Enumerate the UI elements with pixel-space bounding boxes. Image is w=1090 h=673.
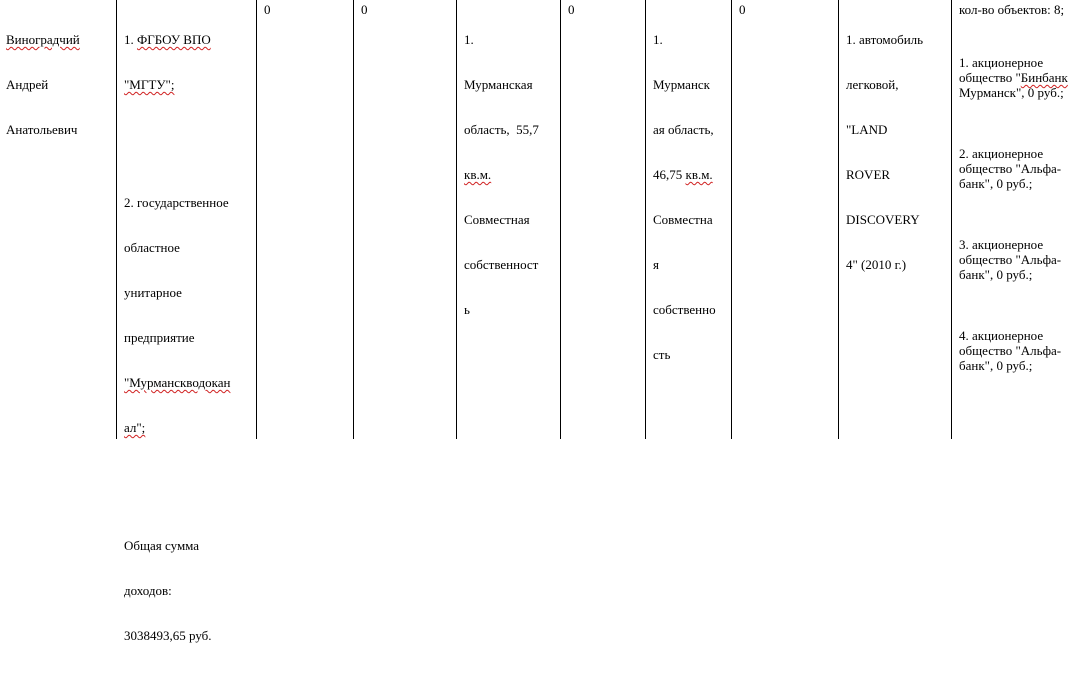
account-3-line-2: общество "Альфа- <box>959 252 1062 267</box>
person-patronymic: Анатольевич <box>6 122 78 137</box>
realty-2-line-3: ая область, <box>653 122 714 137</box>
income-item-2-line-4: предприятие <box>124 330 195 345</box>
accounts-cell <box>959 2 1090 373</box>
income-item-2-line-2: областное <box>124 240 180 255</box>
income-total-line-3: 3038493,65 руб. <box>124 628 212 643</box>
realty-1-line-2: Мурманская <box>464 77 533 92</box>
realty-2-line-1: 1. <box>653 32 663 47</box>
realty-1-line-5: Совместная <box>464 212 530 227</box>
realty-1-line-7: ь <box>464 302 470 317</box>
realty-1-line-1: 1. <box>464 32 474 47</box>
realty-2-line-8: сть <box>653 347 671 362</box>
account-2-line-3: банк", 0 руб.; <box>959 176 1033 191</box>
account-4-line-2: общество "Альфа- <box>959 343 1062 358</box>
income-cell <box>124 2 254 673</box>
realty-2-line-5: Совместна <box>653 212 713 227</box>
income-item-2-line-5: "Мурманскводокан <box>124 375 231 390</box>
person-surname: Виноградчий <box>6 32 80 47</box>
column-border-6 <box>560 0 561 439</box>
vehicle-line-6: 4" (2010 г.) <box>846 257 907 272</box>
col4-value: 0 <box>361 2 368 17</box>
realty-1-area-unit: кв.м. <box>464 167 492 182</box>
col3-value: 0 <box>264 2 271 17</box>
realty-2-line-7: собственно <box>653 302 716 317</box>
income-item-1-line-2: "МГТУ"; <box>124 77 175 92</box>
realty-1-cell <box>464 2 558 347</box>
account-3-line-1: 3. акционерное <box>959 237 1044 252</box>
account-2-line-2: общество "Альфа- <box>959 161 1062 176</box>
account-3-line-3: банк", 0 руб.; <box>959 267 1033 282</box>
vehicle-line-5: DISCOVERY <box>846 212 920 227</box>
account-2-line-1: 2. акционерное <box>959 146 1044 161</box>
vehicle-cell <box>846 2 950 302</box>
income-total-line-1: Общая сумма <box>124 538 200 553</box>
realty-1-line-6: собственност <box>464 257 539 272</box>
vehicle-line-3: "LAND <box>846 122 888 137</box>
column-border-10 <box>951 0 952 439</box>
col6-value: 0 <box>568 2 575 17</box>
person-first-name: Андрей <box>6 77 49 92</box>
realty-2-cell <box>653 2 733 392</box>
account-4-line-1: 4. акционерное <box>959 328 1044 343</box>
column-border-4 <box>353 0 354 439</box>
column-border-2 <box>116 0 117 439</box>
vehicle-line-1: 1. автомобиль <box>846 32 924 47</box>
income-item-2-line-3: унитарное <box>124 285 182 300</box>
account-1-line-3: Мурманск", 0 руб.; <box>959 85 1064 100</box>
vehicle-line-4: ROVER <box>846 167 891 182</box>
account-1-line-2: общество "Бинбанк <box>959 70 1068 85</box>
accounts-header: кол-во объектов: 8; <box>959 2 1065 17</box>
column-border-5 <box>456 0 457 439</box>
account-4-line-3: банк", 0 руб.; <box>959 358 1033 373</box>
realty-1-line-3: область, 55,7 <box>464 122 539 137</box>
column-border-3 <box>256 0 257 439</box>
person-name-cell <box>6 2 114 167</box>
column-border-9 <box>838 0 839 439</box>
income-item-2-line-1: 2. государственное <box>124 195 229 210</box>
realty-2-line-6: я <box>653 257 659 272</box>
income-total-line-2: доходов: <box>124 583 172 598</box>
vehicle-line-2: легковой, <box>846 77 899 92</box>
account-1-line-1: 1. акционерное <box>959 55 1044 70</box>
income-item-1-line-1: 1. ФГБОУ ВПО <box>124 32 211 47</box>
col8-value: 0 <box>739 2 746 17</box>
realty-2-line-4: 46,75 кв.м. <box>653 167 713 182</box>
column-border-7 <box>645 0 646 439</box>
realty-2-line-2: Мурманск <box>653 77 710 92</box>
income-item-2-line-6: ал"; <box>124 420 146 435</box>
